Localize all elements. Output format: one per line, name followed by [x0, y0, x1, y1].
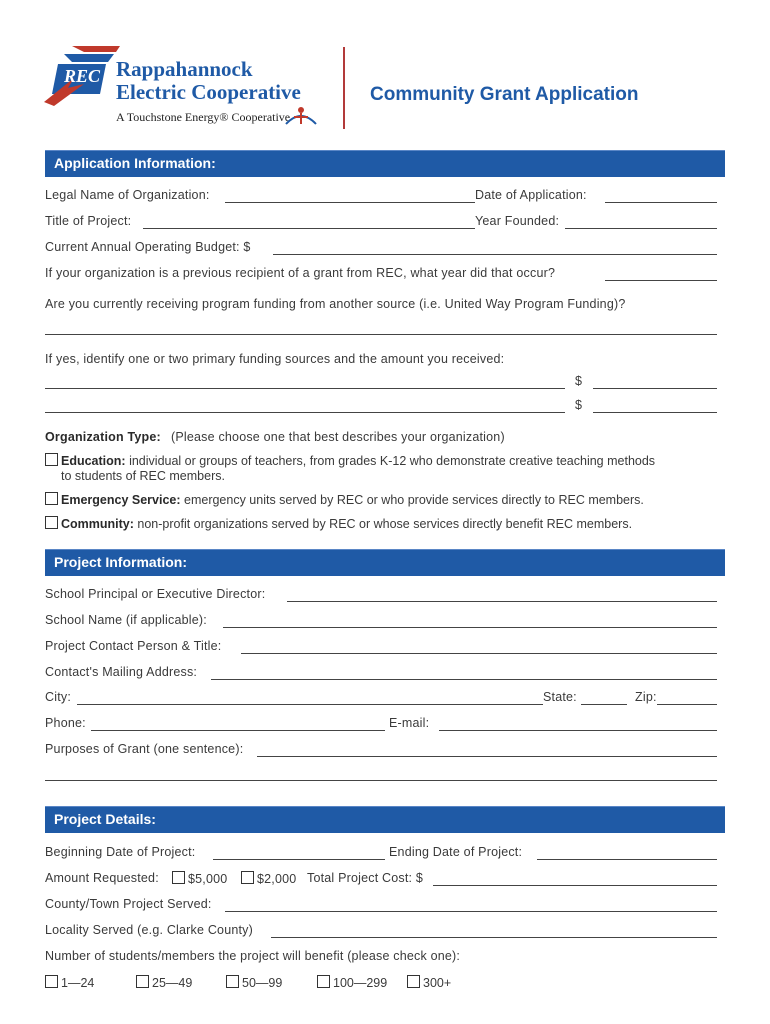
section-title: Project Information: [54, 554, 188, 570]
range-label: 1—24 [61, 976, 95, 990]
funding-source-2-field[interactable] [45, 412, 565, 413]
amount-2000-label: $2,000 [257, 872, 297, 886]
funding-source-1-field[interactable] [45, 388, 565, 389]
amount-requested-label: Amount Requested: [45, 871, 159, 885]
contact-person-field[interactable] [241, 653, 717, 654]
rec-logo [44, 44, 122, 106]
emergency-desc: emergency units served by REC or who provide services directly to REC members. [184, 493, 644, 507]
locality-label: Locality Served (e.g. Clarke County) [45, 923, 253, 937]
mailing-address-field[interactable] [211, 679, 717, 680]
range-checkbox[interactable] [45, 975, 58, 988]
page-title: Community Grant Application [370, 84, 639, 105]
org-name-line2: Electric Cooperative [116, 80, 301, 104]
school-name-row [45, 613, 717, 631]
org-type-row [45, 430, 717, 448]
state-field[interactable] [581, 704, 627, 705]
emergency-checkbox[interactable] [45, 492, 58, 505]
num-students-label: Number of students/members the project will benefit (please check one): [45, 949, 461, 963]
legal-name-field[interactable] [225, 202, 475, 203]
mailing-address-row [45, 665, 717, 683]
principal-label: School Principal or Executive Director: [45, 587, 266, 601]
range-option-5 [407, 975, 451, 990]
range-label: 100—299 [333, 976, 388, 990]
education-desc: individual or groups of teachers, from grades K-12 who demonstrate creative teaching methods [129, 454, 656, 468]
city-label: City: [45, 690, 71, 704]
previous-recipient-field[interactable] [605, 280, 717, 281]
zip-label: Zip: [635, 690, 657, 704]
state-label: State: [543, 690, 577, 704]
budget-field[interactable] [273, 254, 717, 255]
funding-amount-1-field[interactable] [593, 388, 717, 389]
purposes-row [45, 742, 717, 760]
tagline: A Touchstone Energy® Cooperative [116, 110, 291, 124]
dollar-sign: $ [575, 398, 583, 412]
year-founded-field[interactable] [565, 228, 717, 229]
contact-person-row [45, 639, 717, 657]
section-title: Project Details: [54, 811, 156, 827]
ending-date-label: Ending Date of Project: [389, 845, 523, 859]
org-type-education [45, 453, 655, 468]
title-of-project-label: Title of Project: [45, 214, 132, 228]
touchstone-icon [284, 104, 318, 128]
emergency-label: Emergency Service: [61, 493, 181, 507]
beginning-date-field[interactable] [213, 859, 385, 860]
budget-row [45, 240, 717, 258]
education-desc-continued: to students of REC members. [61, 469, 225, 483]
org-type-emergency [45, 492, 644, 507]
dollar-sign: $ [575, 374, 583, 388]
amount-row [45, 871, 717, 889]
range-option-1 [45, 975, 94, 990]
date-of-application-label: Date of Application: [475, 188, 587, 202]
funding-amount-2-field[interactable] [593, 412, 717, 413]
locality-field[interactable] [271, 937, 717, 938]
amount-5000-option [172, 871, 227, 886]
city-row [45, 690, 717, 708]
range-checkbox[interactable] [226, 975, 239, 988]
contact-person-label: Project Contact Person & Title: [45, 639, 222, 653]
dates-row [45, 845, 717, 863]
mailing-address-label: Contact's Mailing Address: [45, 665, 198, 679]
range-label: 50—99 [242, 976, 283, 990]
education-label: Education: [61, 454, 126, 468]
principal-row [45, 587, 717, 605]
total-cost-label: Total Project Cost: $ [307, 871, 424, 885]
range-checkbox[interactable] [136, 975, 149, 988]
amount-2000-checkbox[interactable] [241, 871, 254, 884]
num-students-row [45, 949, 717, 967]
purposes-field-line2[interactable] [45, 780, 717, 781]
funding-source-row-2 [45, 398, 717, 416]
principal-field[interactable] [287, 601, 717, 602]
date-of-application-field[interactable] [605, 202, 717, 203]
education-checkbox[interactable] [45, 453, 58, 466]
identify-sources-row [45, 352, 717, 370]
header-divider [343, 47, 345, 129]
community-label: Community: [61, 517, 134, 531]
amount-2000-option [241, 871, 296, 886]
section-project-details [45, 806, 725, 833]
range-label: 25—49 [152, 976, 193, 990]
purposes-label: Purposes of Grant (one sentence): [45, 742, 244, 756]
year-founded-label: Year Founded: [475, 214, 560, 228]
purposes-field[interactable] [257, 756, 717, 757]
receiving-funding-label: Are you currently receiving program funding from another source (i.e. United Way Program Funding)? [45, 297, 626, 311]
county-town-field[interactable] [225, 911, 717, 912]
beginning-date-label: Beginning Date of Project: [45, 845, 196, 859]
community-checkbox[interactable] [45, 516, 58, 529]
previous-recipient-row [45, 266, 717, 284]
receiving-funding-answer-row [45, 320, 717, 338]
range-option-3 [226, 975, 282, 990]
receiving-funding-row [45, 297, 717, 315]
section-project-info [45, 549, 725, 576]
section-application-info [45, 150, 725, 177]
previous-recipient-label: If your organization is a previous recipient of a grant from REC, what year did that occur? [45, 266, 556, 280]
logo-letters: REC [64, 66, 101, 86]
amount-5000-label: $5,000 [188, 872, 228, 886]
amount-5000-checkbox[interactable] [172, 871, 185, 884]
zip-field[interactable] [657, 704, 717, 705]
org-type-community [45, 516, 632, 531]
school-name-field[interactable] [223, 627, 717, 628]
legal-name-label: Legal Name of Organization: [45, 188, 210, 202]
range-checkbox[interactable] [407, 975, 420, 988]
funding-source-row-1 [45, 374, 717, 392]
legal-name-row [45, 188, 717, 206]
range-option-2 [136, 975, 192, 990]
phone-label: Phone: [45, 716, 86, 730]
org-type-hint: (Please choose one that best describes your organization) [171, 430, 505, 444]
school-name-label: School Name (if applicable): [45, 613, 207, 627]
phone-field[interactable] [91, 730, 385, 731]
ending-date-field[interactable] [537, 859, 717, 860]
email-field[interactable] [439, 730, 717, 731]
county-town-label: County/Town Project Served: [45, 897, 212, 911]
title-row [45, 214, 717, 232]
range-checkbox[interactable] [317, 975, 330, 988]
identify-sources-label: If yes, identify one or two primary funding sources and the amount you received: [45, 352, 505, 366]
email-label: E-mail: [389, 716, 430, 730]
org-type-label: Organization Type: [45, 430, 161, 444]
community-desc: non-profit organizations served by REC or whose services directly benefit REC members. [137, 517, 633, 531]
range-option-4 [317, 975, 387, 990]
total-cost-field[interactable] [433, 885, 717, 886]
phone-row [45, 716, 717, 734]
locality-row [45, 923, 717, 941]
purposes-continued-row [45, 766, 717, 784]
city-field[interactable] [77, 704, 543, 705]
receiving-funding-field[interactable] [45, 334, 717, 335]
budget-label: Current Annual Operating Budget: $ [45, 240, 251, 254]
section-title: Application Information: [54, 155, 216, 171]
org-name-line1: Rappahannock [116, 57, 253, 81]
county-row [45, 897, 717, 915]
title-of-project-field[interactable] [143, 228, 475, 229]
range-label: 300+ [423, 976, 452, 990]
